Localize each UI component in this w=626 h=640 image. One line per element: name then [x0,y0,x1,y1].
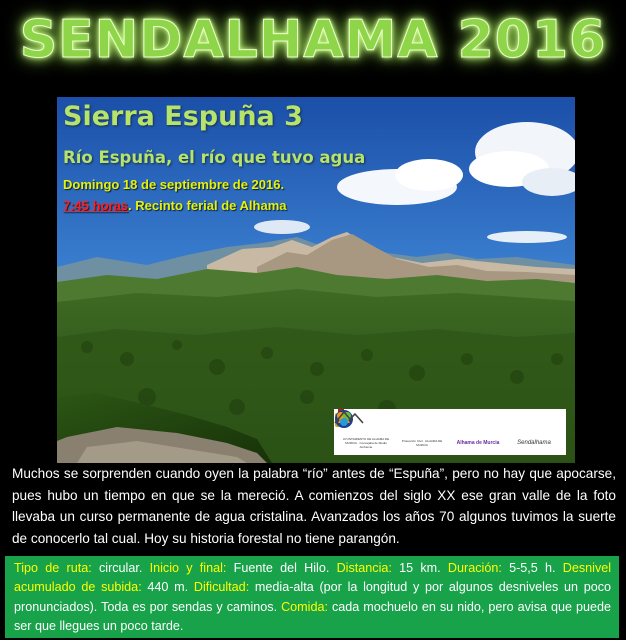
route-info-box: Tipo de ruta: circular. Inicio y final: Fuente del Hilo. Distancia: 15 km. Duración: 5-5,5 h. Desnivel acumulado de subida: 440 m. Dificultad: media-alta (por la longitud y por algunos desniveles un poco pronunciados). Toda es por sendas y caminos. Comida: cada mochuelo en su nido, pero avisa que puede ser que llegues un poco tarde. [5,556,619,638]
alhama-caption: Alhama de Murcia [456,439,500,446]
intro-paragraph: Muchos se sorprenden cuando oyen la palabra “río” antes de “Espuña”, pero no hay que apocarse, pues hubo un tiempo en que se la mereció. A comienzos del siglo XX ese gran valle de la foto llevaba un curso permanente de agua cristalina. Avanzados los años 70 algunos tuvimos la suerte de conocerlo tal cual. Hoy su historia forestal no tiene parangón. [12,466,616,546]
sponsor-logos [334,409,566,455]
excursion-date: Domingo 18 de septiembre de 2016. [63,177,285,192]
meeting-point: . Recinto ferial de Alhama [128,198,287,213]
meeting-time: 7:45 horas [63,198,129,213]
distancia-value: 15 km [399,561,438,575]
dificultad-value: media-alta [254,580,314,595]
mountain-logo-icon [334,409,364,425]
duracion-value: 5-5,5 h [509,561,553,575]
ayuntamiento-caption: AYUNTAMIENTO DE ALHAMA DE MURCIA · Concejalía de Medio Ambiente [342,437,390,449]
duracion-label: Duración [447,561,499,575]
dificultad-note: (por la longitud y por algunos desniveles un poco pronunciados). Toda es por sendas y caminos. [14,580,612,614]
inicio-label: Inicio y final [149,561,223,575]
tipo-label: Tipo de ruta [14,561,89,575]
comida-label: Comida [281,599,325,614]
poster-title: SENDALHAMA 2016 [19,10,607,70]
sendalhama-caption: Sendalhama [517,439,551,446]
route-name: Río Espuña, el río que tuvo agua [63,148,366,167]
proteccion-civil-caption: Protección Civil · ALHAMA DE MURCIA [401,439,443,447]
dificultad-label: Dificultad [193,580,246,595]
distancia-label: Distancia [336,561,389,575]
proteccion-civil-logo [396,417,448,447]
inicio-value: Fuente del Hilo [233,561,326,575]
meeting-info [63,198,287,213]
excursion-subtitle: Sierra Espuña 3 [63,101,303,132]
desnivel-label: Desnivel acumulado de subida [14,561,612,595]
alhama-logo [452,419,504,446]
sendalhama-logo [508,419,560,446]
desnivel-value: 440 m [147,580,185,595]
landscape-photo [57,97,575,463]
tipo-value: circular [98,561,139,575]
comida-value: cada mochuelo en su nido, pero avisa que puede ser que llegues un poco tarde. [14,599,611,633]
